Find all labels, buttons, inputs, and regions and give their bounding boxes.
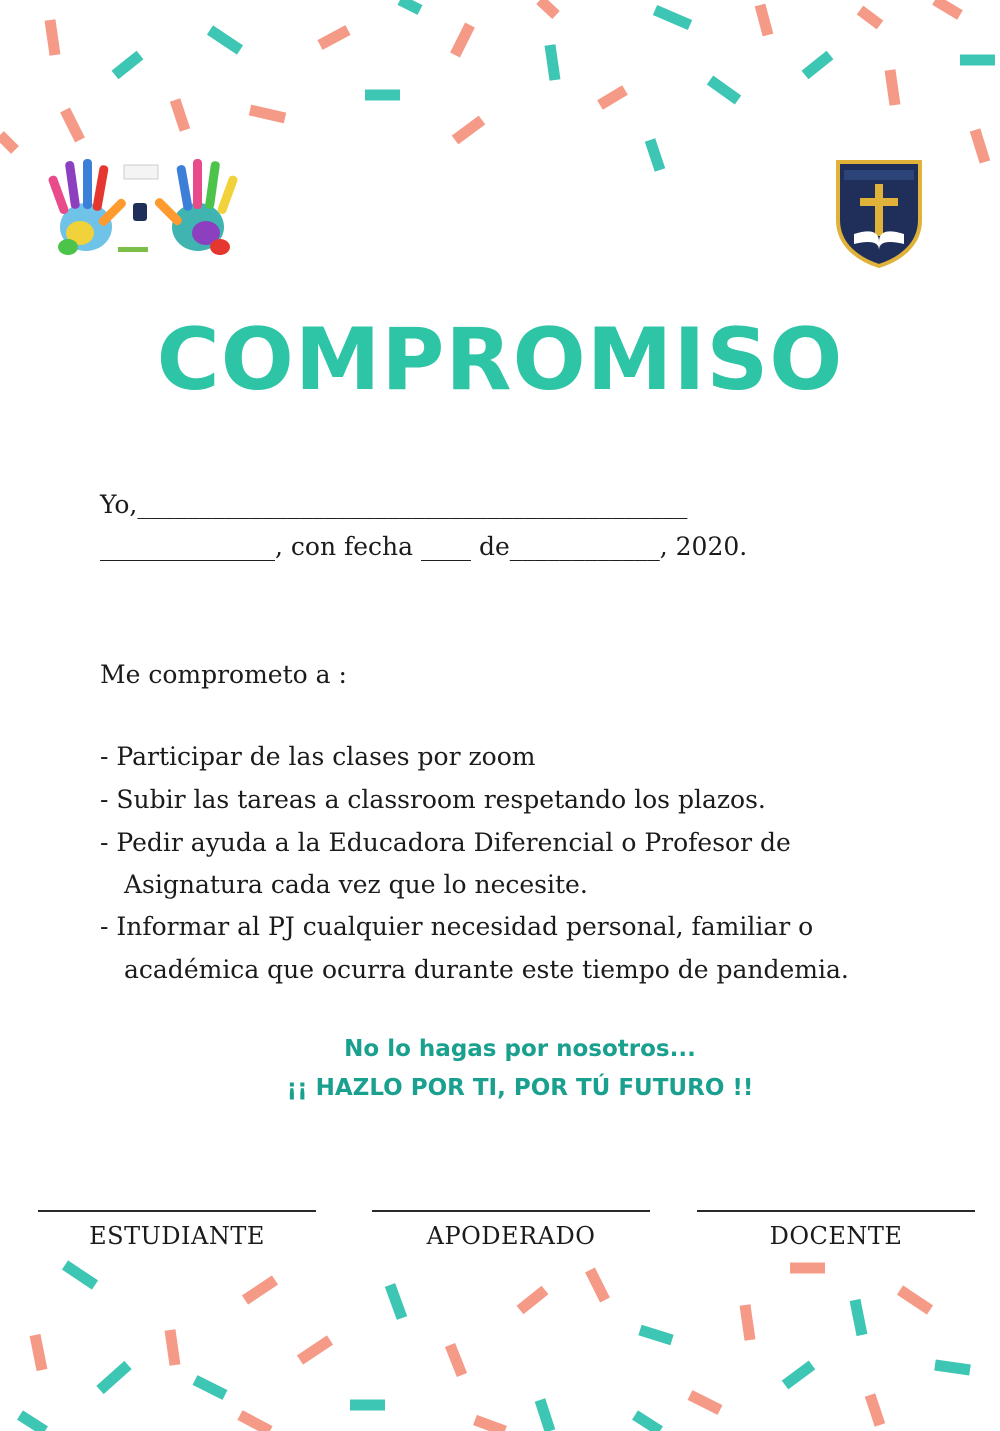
- left-hand-icon: [47, 159, 127, 255]
- commitment-intro: Me comprometo a :: [100, 660, 347, 689]
- commitment-item: - Subir las tareas a classroom respetando los plazos.: [100, 785, 766, 814]
- signature-line-teacher: [697, 1210, 975, 1212]
- signature-label-guardian: APODERADO: [426, 1222, 596, 1250]
- commitment-item: - Pedir ayuda a la Educadora Diferencial o Profesor de: [100, 828, 791, 857]
- signature-label-student: ESTUDIANTE: [89, 1222, 265, 1250]
- commitment-item: - Participar de las clases por zoom: [100, 742, 536, 771]
- motto-line-1: No lo hagas por nosotros...: [344, 1036, 696, 1062]
- motto-line-2: ¡¡ HAZLO POR TI, POR TÚ FUTURO !!: [286, 1075, 754, 1101]
- commitment-item-continuation: Asignatura cada vez que lo necesite.: [124, 870, 588, 899]
- right-hand-icon: [153, 159, 238, 255]
- page-title: COMPROMISO: [156, 310, 844, 410]
- commitment-item-continuation: académica que ocurra durante este tiempo de pandemia.: [124, 955, 849, 984]
- signature-label-teacher: DOCENTE: [769, 1222, 903, 1250]
- name-line: Yo,____________________________________________: [100, 490, 688, 519]
- commitment-item: - Informar al PJ cualquier necesidad personal, familiar o: [100, 912, 814, 941]
- painted-hands-logo: [38, 155, 248, 265]
- mini-emblem-icon: [118, 165, 158, 252]
- signature-line-student: [38, 1210, 316, 1212]
- school-shield-logo: [834, 158, 924, 268]
- signature-line-guardian: [372, 1210, 650, 1212]
- date-line: ______________, con fecha ____ de____________, 2020.: [100, 532, 748, 561]
